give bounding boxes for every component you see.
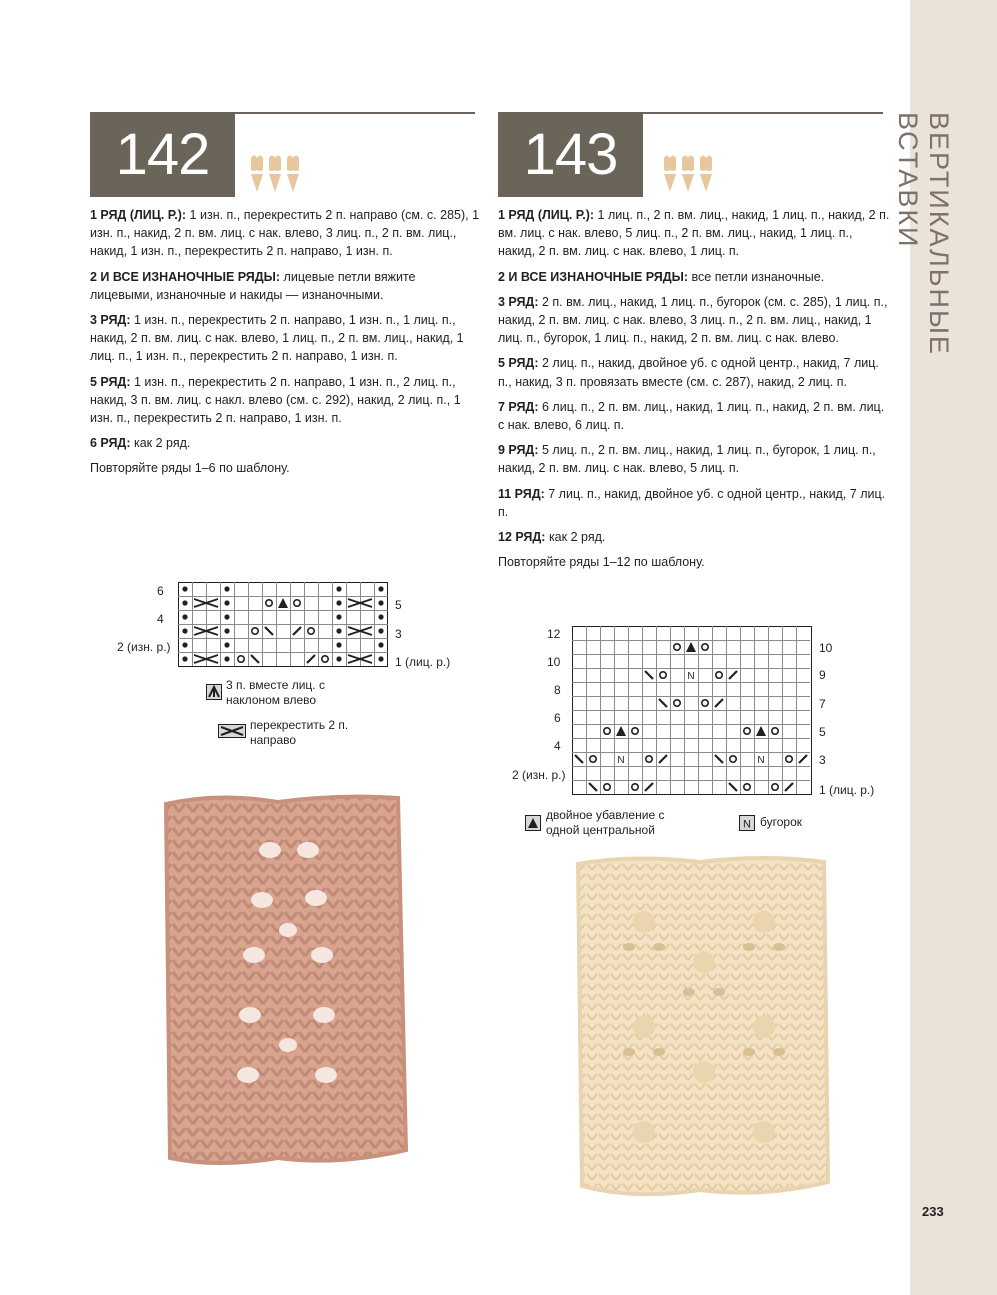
ssk-symbol (251, 655, 259, 663)
yarn-over-symbol (674, 644, 680, 650)
chart-143-row-label: 12 (547, 627, 561, 641)
chart-143-row-label: 1 (лиц. р.) (819, 783, 875, 797)
purl-dot-symbol (378, 614, 383, 619)
chart-143-row-label: 2 (изн. р.) (512, 768, 566, 782)
yarn-over-symbol (294, 600, 300, 606)
purl-dot-symbol (378, 642, 383, 647)
chart-143-row-label: 6 (554, 711, 561, 725)
purl-dot-symbol (224, 656, 229, 661)
chart-143-row-label: 4 (554, 739, 561, 753)
purl-dot-symbol (336, 586, 341, 591)
k2tog-symbol (785, 783, 793, 791)
yarn-over-symbol (730, 756, 736, 762)
purl-dot-symbol (336, 628, 341, 633)
double-decrease-symbol (278, 598, 288, 608)
yarn-over-symbol (322, 656, 328, 662)
row-instruction: 6 РЯД: как 2 ряд. (90, 436, 191, 451)
double-decrease-symbol (616, 726, 626, 736)
chart-142-row-label: 5 (395, 598, 402, 612)
yarn-over-symbol (702, 644, 708, 650)
yarn-over-symbol (744, 784, 750, 790)
row-instruction: 1 РЯД (ЛИЦ. Р.): 1 изн. п., перекрестить 2 п. направо (см. с. 285), 1 изн. п., накид, 2 п. вм. лиц. с нак. влево, 3 лиц. п., 2 п. вм. лиц., накид, 1 изн. п., перекрестить 2 п. направо, 1 изн. п. (90, 208, 480, 259)
yarn-over-symbol (660, 672, 666, 678)
chart-142-row-label: 2 (изн. р.) (117, 640, 171, 654)
yarn-over-symbol (646, 756, 652, 762)
k2tog-symbol (307, 655, 315, 663)
k2tog-symbol (799, 755, 807, 763)
ssk-symbol (589, 783, 597, 791)
repeat-instruction: Повторяйте ряды 1–6 по шаблону. (90, 461, 290, 476)
yarn-over-symbol (308, 628, 314, 634)
purl-dot-symbol (378, 600, 383, 605)
yarn-over-symbol (252, 628, 258, 634)
legend-k3tog-label: 3 п. вместе лиц. с наклоном влево (226, 678, 325, 707)
row-instruction: 11 РЯД: 7 лиц. п., накид, двойное уб. с одной центр., накид, 7 лиц. п. (498, 486, 886, 519)
ssk-symbol (265, 627, 273, 635)
row-instruction: 2 И ВСЕ ИЗНАНОЧНЫЕ РЯДЫ: все петли изнаночные. (498, 269, 825, 284)
knit-swatch-142-image (158, 790, 420, 1172)
yarn-over-symbol (590, 756, 596, 762)
chart-143-row-label: 3 (819, 753, 826, 767)
chart-143-row-label: 7 (819, 697, 826, 711)
row-instruction: 12 РЯД: как 2 ряд. (498, 530, 606, 545)
purl-dot-symbol (182, 586, 187, 591)
chart-142-grid (178, 582, 390, 668)
yarn-over-symbol (604, 728, 610, 734)
purl-dot-symbol (182, 600, 187, 605)
k3tog-left-icon (206, 684, 222, 700)
row-instruction: 9 РЯД: 5 лиц. п., 2 п. вм. лиц., накид, 1 лиц. п., бугорок, 1 лиц. п., накид, 2 п. вм. лиц. с нак. влево, 5 лиц. п. (498, 443, 876, 476)
purl-dot-symbol (378, 628, 383, 633)
bobble-symbol: N (687, 671, 695, 682)
chart-143-row-label: 8 (554, 683, 561, 697)
purl-dot-symbol (336, 614, 341, 619)
chart-142-row-label: 6 (157, 584, 164, 598)
chart-143-grid (572, 626, 814, 796)
legend-bobble-label: бугорок (760, 815, 802, 829)
purl-dot-symbol (336, 656, 341, 661)
chart-143-row-label: 10 (819, 641, 833, 655)
ssk-symbol (645, 671, 653, 679)
yarn-over-symbol (632, 784, 638, 790)
row-instruction: 5 РЯД: 1 изн. п., перекрестить 2 п. направо, 1 изн. п., 2 лиц. п., накид, 3 п. вм. лиц. с накл. влево (см. с. 292), накид, 2 лиц. п., 1 изн. п., перекрестить 2 п. направо, 1 изн. п. (90, 374, 461, 426)
row-instruction: 5 РЯД: 2 лиц. п., накид, двойное уб. с одной центр., накид, 7 лиц. п., накид, 3 п. провязать вместе (см. с. 287), накид, 2 лиц. п. (498, 356, 879, 389)
yarn-over-symbol (632, 728, 638, 734)
purl-dot-symbol (378, 656, 383, 661)
sidebar-title: ВЕРТИКАЛЬНЫЕ ВСТАВКИ (893, 112, 954, 356)
purl-dot-symbol (336, 642, 341, 647)
row-instruction: 1 РЯД (ЛИЦ. Р.): 1 лиц. п., 2 п. вм. лиц., накид, 1 лиц. п., накид, 2 п. вм. лиц. с нак. влево, 5 лиц. п., 2 п. вм. лиц., накид, 1 лиц. п., накид, 2 п. вм. лиц. с нак. влево, 1 лиц. п. (498, 208, 890, 259)
chart-143-row-label: 10 (547, 655, 561, 669)
row-instruction: 3 РЯД: 1 изн. п., перекрестить 2 п. направо, 1 изн. п., 1 лиц. п., накид, 2 п. вм. лиц. с нак. влево, 1 лиц. п., 2 п. вм. лиц., накид, 1 лиц. п., 1 изн. п., перекрестить 2 п. направо, 1 изн. п. (90, 313, 464, 364)
bobble-symbol: N (757, 755, 765, 766)
bobble-icon (739, 815, 755, 831)
page-number: 233 (922, 1204, 944, 1219)
purl-dot-symbol (336, 600, 341, 605)
purl-dot-symbol (182, 628, 187, 633)
double-decrease-symbol (756, 726, 766, 736)
pattern-number-142: 142 (90, 113, 235, 197)
row-instruction: 2 И ВСЕ ИЗНАНОЧНЫЕ РЯДЫ: лицевые петли вяжите лицевыми, изнаночные и накиды — изнаночными. (90, 269, 416, 302)
purl-dot-symbol (224, 642, 229, 647)
chart-143-row-label: 5 (819, 725, 826, 739)
ssk-symbol (575, 755, 583, 763)
yarn-over-symbol (702, 700, 708, 706)
yarn-over-symbol (674, 700, 680, 706)
yarn-over-symbol (266, 600, 272, 606)
yarn-over-symbol (772, 784, 778, 790)
ssk-symbol (729, 783, 737, 791)
ssk-symbol (715, 755, 723, 763)
yarn-over-symbol (772, 728, 778, 734)
yarn-over-symbol (238, 656, 244, 662)
yarn-over-symbol (716, 672, 722, 678)
row-instruction: 7 РЯД: 6 лиц. п., 2 п. вм. лиц., накид, 1 лиц. п., накид, 2 п. вм. лиц. с нак. влево, 6 лиц. п. (498, 399, 885, 433)
purl-dot-symbol (182, 614, 187, 619)
double-decrease-symbol (686, 642, 696, 652)
chart-143-row-label: 9 (819, 668, 826, 682)
chart-142-row-label: 3 (395, 627, 402, 641)
purl-dot-symbol (182, 656, 187, 661)
pattern-143-instructions (498, 206, 893, 578)
purl-dot-symbol (378, 586, 383, 591)
legend-double-decrease-label: двойное убавление с одной центральной (546, 808, 665, 837)
k2tog-symbol (729, 671, 737, 679)
bobble-symbol: N (617, 755, 625, 766)
purl-dot-symbol (224, 628, 229, 633)
knit-swatch-143-image (574, 852, 834, 1200)
purl-dot-symbol (224, 614, 229, 619)
level-3-icon (248, 150, 302, 196)
row-instruction: 3 РЯД: 2 п. вм. лиц., накид, 1 лиц. п., бугорок (см. с. 285), 1 лиц. п., накид, 2 п. вм. лиц. с нак. влево, 3 лиц. п., 2 п. вм. лиц., накид, 1 лиц. п., бугорок, 1 лиц. п., накид, 2 п. вм. лиц. с нак. влево. (498, 294, 888, 346)
repeat-instruction: Повторяйте ряды 1–12 по шаблону. (498, 555, 705, 570)
level-3-icon (661, 150, 715, 196)
k2tog-symbol (293, 627, 301, 635)
k2tog-symbol (659, 755, 667, 763)
legend-cross-label: перекрестить 2 п. направо (250, 718, 349, 747)
chart-142-row-label: 1 (лиц. р.) (395, 655, 451, 669)
yarn-over-symbol (604, 784, 610, 790)
k2tog-symbol (715, 699, 723, 707)
cross-right-icon (218, 724, 246, 738)
purl-dot-symbol (182, 642, 187, 647)
pattern-number-143: 143 (498, 113, 643, 197)
pattern-142-instructions (90, 206, 480, 485)
yarn-over-symbol (744, 728, 750, 734)
ssk-symbol (659, 699, 667, 707)
k2tog-symbol (645, 783, 653, 791)
yarn-over-symbol (786, 756, 792, 762)
double-decrease-icon (525, 815, 541, 831)
purl-dot-symbol (224, 600, 229, 605)
purl-dot-symbol (224, 586, 229, 591)
chart-142-row-label: 4 (157, 612, 164, 626)
svg-text:N: N (743, 818, 751, 831)
